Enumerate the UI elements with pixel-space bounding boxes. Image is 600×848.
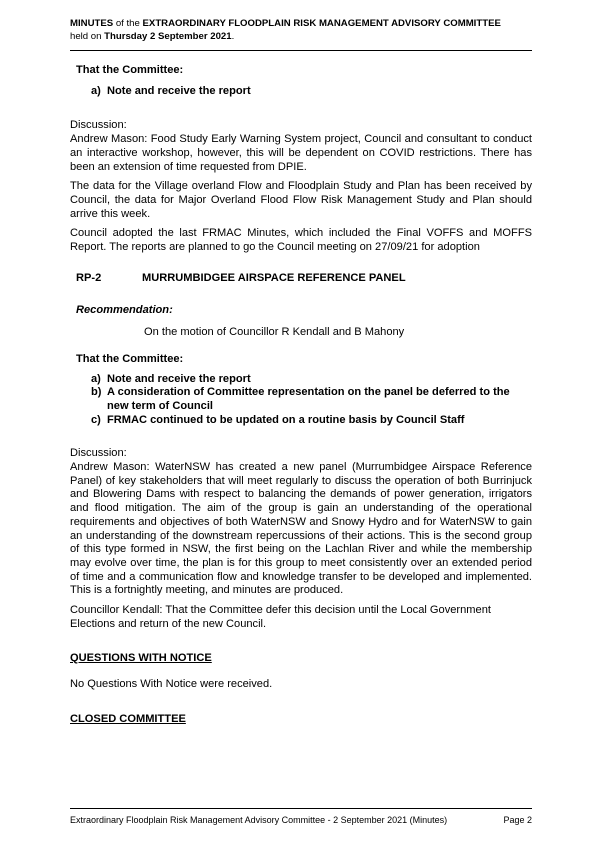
closed-committee-heading: CLOSED COMMITTEE xyxy=(70,712,186,725)
header-line-2 xyxy=(70,31,532,44)
resolution-heading-2: That the Committee: xyxy=(76,352,184,365)
discussion-paragraph: Andrew Mason: Food Study Early Warning System project, Council and consultant to conduct an interactive workshop, however, this will be dependent on COVID restrictions. There has been an extension of time requested from DPIE. xyxy=(70,133,532,173)
page-footer xyxy=(70,815,532,825)
discussion-paragraph: Andrew Mason: WaterNSW has created a new panel (Murrumbidgee Airspace Reference Panel) of key stakeholders that will meet regularly to discuss the operation of both Burrinjuck and Blowering Dams with respect to balancing the demands of power generation, irrigators and flood mitigation. The aim of the group is gain an understanding of the operational requirements and objectives of both WaterNSW and Snowy Hydro and for WaterNSW to gain an understanding of the downstream repercussions of their actions. This is the second group of this type formed in NSW, the first being on the Lachlan River and while the membership may evolve over time, the plan is for this group to meet consistently over an extended period of time and a communication flow and knowledge transfer to be developed and implemented. This is a fortnightly meeting, and minutes are produced. xyxy=(70,461,532,597)
header-line-1 xyxy=(70,18,532,31)
resolution-heading-1: That the Committee: xyxy=(76,64,184,76)
report-number: RP-2 xyxy=(76,271,102,284)
questions-heading: QUESTIONS WITH NOTICE xyxy=(70,651,212,664)
resolution-item: a) Note and receive the report xyxy=(91,84,251,97)
motion-text: On the motion of Councillor R Kendall and B Mahony xyxy=(144,326,405,339)
recommendation-label: Recommendation: xyxy=(76,304,173,317)
resolution-item: b) A consideration of Committee representation on the panel be deferred to the new term of Council xyxy=(91,386,510,412)
report-title: MURRUMBIDGEE AIRSPACE REFERENCE PANEL xyxy=(142,271,406,284)
discussion-paragraph: Council adopted the last FRMAC Minutes, which included the Final VOFFS and MOFFS Report. The reports are planned to go the Council meeting on 27/09/21 for adoption xyxy=(70,227,532,254)
header-held-on: held on xyxy=(70,30,105,42)
resolution-list-1 xyxy=(70,85,532,99)
header-date: Thursday 2 September 2021 xyxy=(104,30,232,42)
discussion-paragraph: Councillor Kendall: That the Committee defer this decision until the Local Government Elections and return of the new Council. xyxy=(70,604,491,630)
report-heading-rp2 xyxy=(70,272,532,286)
page-header xyxy=(70,18,532,43)
header-of-the: of the xyxy=(113,18,143,29)
discussion-label-1: Discussion: xyxy=(70,119,127,132)
footer-title: Extraordinary Floodplain Risk Management Advisory Committee - 2 September 2021 (Minutes) xyxy=(70,815,448,825)
discussion-label-2: Discussion: xyxy=(70,447,127,460)
page-number: Page 2 xyxy=(503,815,532,825)
header-period: . xyxy=(231,30,235,42)
header-divider xyxy=(70,50,532,51)
resolution-item: c) FRMAC continued to be updated on a routine basis by Council Staff xyxy=(91,413,465,426)
resolution-item: a) Note and receive the report xyxy=(91,372,251,385)
header-minutes: MINUTES xyxy=(70,18,114,29)
footer-divider xyxy=(70,808,532,809)
header-committee-name: EXTRAORDINARY FLOODPLAIN RISK MANAGEMENT ADVISORY COMMITTEE xyxy=(142,18,501,29)
discussion-paragraph: The data for the Village overland Flow and Floodplain Study and Plan has been received by Council, the data for Major Overland Flood Flow Risk Management Study and Plan should arrive this week. xyxy=(70,180,532,220)
resolution-list-2 xyxy=(70,373,532,428)
minutes-body xyxy=(70,64,532,727)
questions-text: No Questions With Notice were received. xyxy=(70,678,273,691)
